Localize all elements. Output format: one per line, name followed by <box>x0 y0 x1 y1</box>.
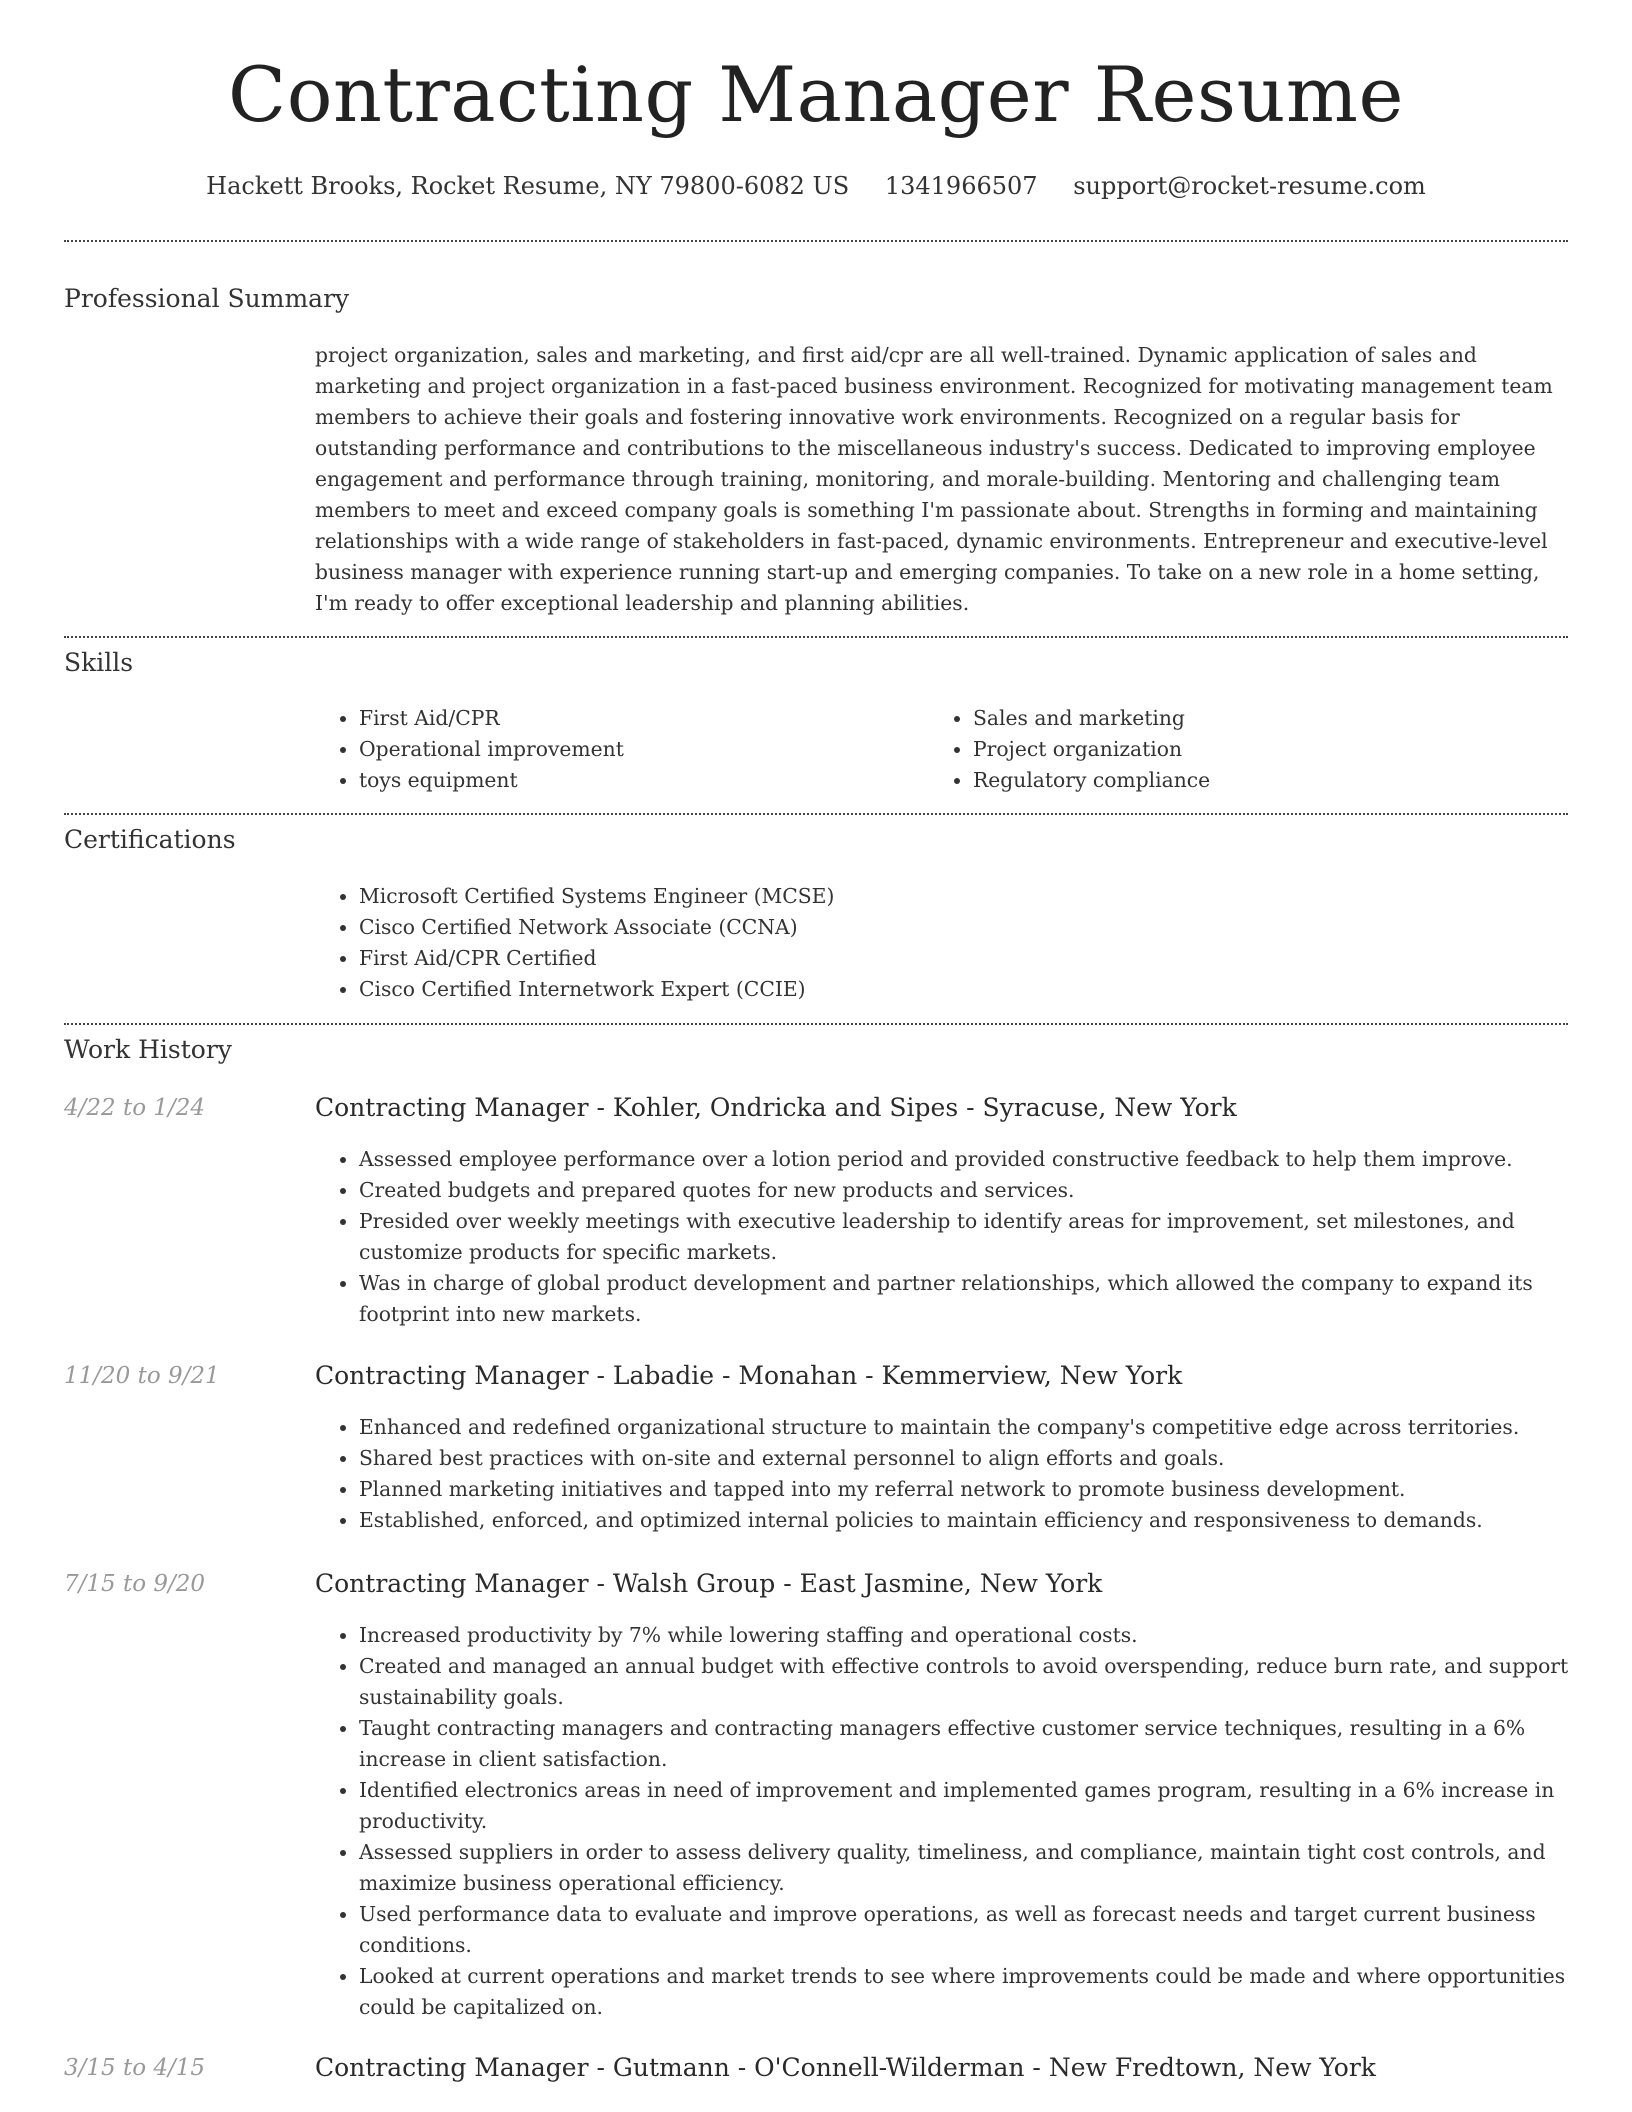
job-bullet: • Assessed employee performance over a lotion period and provided constructive feedback to help them improve. <box>359 1144 1570 1175</box>
job-bullet: • Assessed suppliers in order to assess delivery quality, timeliness, and compliance, maintain tight cost controls, and maximize business operational efficiency. <box>359 1837 1570 1899</box>
divider <box>64 813 1568 815</box>
certification-item: • Cisco Certified Internetwork Expert (CCIE) <box>359 974 1559 1005</box>
divider <box>64 636 1568 638</box>
job-title: Contracting Manager - Walsh Group - East Jasmine, New York <box>315 1569 1103 1598</box>
certification-item: • Cisco Certified Network Associate (CCNA) <box>359 912 1559 943</box>
skill-item: • Project organization <box>973 734 1573 765</box>
divider <box>64 240 1568 242</box>
page-title: Contracting Manager Resume <box>228 50 1404 139</box>
skills-list-right <box>929 703 1573 796</box>
job-bullet: • Established, enforced, and optimized internal policies to maintain efficiency and responsiveness to demands. <box>359 1505 1570 1536</box>
job-bullet: • Created budgets and prepared quotes for new products and services. <box>359 1175 1570 1206</box>
work-history-heading: Work History <box>64 1035 232 1064</box>
contact-phone: 1341966507 <box>884 172 1038 200</box>
job-bullet: • Was in charge of global product development and partner relationships, which allowed the company to expand its footprint into new markets. <box>359 1268 1570 1330</box>
skill-item: • First Aid/CPR <box>359 703 959 734</box>
job-dates: 7/15 to 9/20 <box>64 1571 206 1597</box>
job-bullet: • Increased productivity by 7% while lowering staffing and operational costs. <box>359 1620 1570 1651</box>
skill-item: • Operational improvement <box>359 734 959 765</box>
job-bullet: • Enhanced and redefined organizational structure to maintain the company's competitive edge across territories. <box>359 1412 1570 1443</box>
job-bullets <box>315 1144 1570 1330</box>
job-title: Contracting Manager - Kohler, Ondricka and Sipes - Syracuse, New York <box>315 1093 1237 1122</box>
skills-heading: Skills <box>64 648 134 677</box>
job-bullet: • Taught contracting managers and contracting managers effective customer service techniques, resulting in a 6% increase in client satisfaction. <box>359 1713 1570 1775</box>
skill-item: • toys equipment <box>359 765 959 796</box>
job-bullet: • Presided over weekly meetings with executive leadership to identify areas for improvement, set milestones, and customize products for specific markets. <box>359 1206 1570 1268</box>
certification-item: • Microsoft Certified Systems Engineer (MCSE) <box>359 881 1559 912</box>
skills-list-left <box>315 703 959 796</box>
job-bullet: • Created and managed an annual budget with effective controls to avoid overspending, reduce burn rate, and support sustainability goals. <box>359 1651 1570 1713</box>
certification-item: • First Aid/CPR Certified <box>359 943 1559 974</box>
job-dates: 3/15 to 4/15 <box>64 2055 206 2081</box>
job-bullet: • Looked at current operations and market trends to see where improvements could be made and where opportunities could be capitalized on. <box>359 1961 1570 2023</box>
job-dates: 4/22 to 1/24 <box>64 1095 206 1121</box>
job-dates: 11/20 to 9/21 <box>64 1363 220 1389</box>
job-bullet: • Planned marketing initiatives and tapped into my referral network to promote business development. <box>359 1474 1570 1505</box>
summary-text: project organization, sales and marketing, and first aid/cpr are all well-trained. Dynamic application of sales and marketing and project organization in a fast-paced business environment. Recognized for motivating management team members to achieve their goals and fostering innovative work environments. Recognized on a regular basis for outstanding performance and contributions to the miscellaneous industry's success. Dedicated to improving employee engagement and performance through training, monitoring, and morale-building. Mentoring and challenging team members to meet and exceed company goals is something I'm passionate about. Strengths in forming and maintaining relationships with a wide range of stakeholders in fast-paced, dynamic environments. Entrepreneur and executive-level business manager with experience running start-up and emerging companies. To take on a new role in a home setting, I'm ready to offer exceptional leadership and planning abilities. <box>315 343 1553 615</box>
job-title: Contracting Manager - Gutmann - O'Connell-Wilderman - New Fredtown, New York <box>315 2053 1376 2082</box>
job-bullet: • Identified electronics areas in need of improvement and implemented games program, resulting in a 6% increase in productivity. <box>359 1775 1570 1837</box>
contact-line <box>0 172 1632 200</box>
job-bullets <box>315 1412 1570 1536</box>
summary-heading: Professional Summary <box>64 284 350 313</box>
job-bullet: • Shared best practices with on-site and external personnel to align efforts and goals. <box>359 1443 1570 1474</box>
certifications-heading: Certifications <box>64 825 236 854</box>
contact-email: support@rocket-resume.com <box>1073 172 1426 200</box>
certifications-list <box>315 881 1559 1005</box>
skill-item: • Sales and marketing <box>973 703 1573 734</box>
divider <box>64 1023 1568 1025</box>
skill-item: • Regulatory compliance <box>973 765 1573 796</box>
job-bullet: • Used performance data to evaluate and improve operations, as well as forecast needs and target current business conditions. <box>359 1899 1570 1961</box>
contact-address: Hackett Brooks, Rocket Resume, NY 79800-6082 US <box>206 172 850 200</box>
job-bullets <box>315 1620 1570 2023</box>
job-title: Contracting Manager - Labadie - Monahan - Kemmerview, New York <box>315 1361 1183 1390</box>
